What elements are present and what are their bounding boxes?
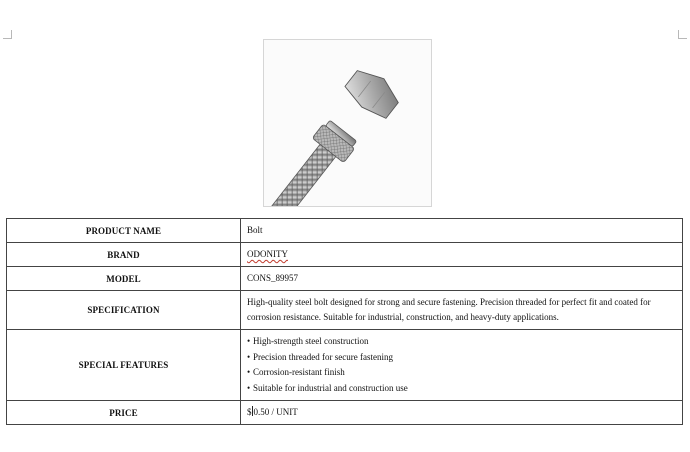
price-value[interactable] — [241, 401, 683, 425]
model-value[interactable]: CONS_89957 — [241, 267, 683, 291]
page-corner-mark-left — [3, 30, 12, 39]
table-row — [7, 267, 683, 291]
special-features-label: SPECIAL FEATURES — [7, 330, 241, 401]
list-item: • High-strength steel construction — [247, 336, 369, 346]
product-photo[interactable] — [263, 39, 432, 207]
model-label: MODEL — [7, 267, 241, 291]
specification-label: SPECIFICATION — [7, 291, 241, 330]
feature-text: Suitable for industrial and construction use — [253, 382, 408, 393]
product-name-label: PRODUCT NAME — [7, 219, 241, 243]
brand-text: ODONITY — [247, 249, 288, 259]
feature-text: Corrosion-resistant finish — [253, 367, 345, 377]
table-row — [7, 401, 683, 425]
page-corner-mark-right — [678, 30, 687, 39]
product-name-value[interactable]: Bolt — [241, 219, 683, 243]
brand-label: BRAND — [7, 243, 241, 267]
feature-text: Precision threaded for secure fastening — [253, 351, 393, 362]
currency-symbol: $ — [247, 407, 252, 417]
product-spec-table — [6, 218, 683, 425]
table-row — [7, 291, 683, 330]
list-item: • Suitable for industrial and construction use — [247, 382, 408, 393]
hex-bolt-with-nut-icon — [264, 40, 431, 206]
table-row — [7, 219, 683, 243]
table-row — [7, 330, 683, 401]
features-list — [247, 334, 676, 396]
list-item: • Corrosion-resistant finish — [247, 367, 345, 377]
price-label: PRICE — [7, 401, 241, 425]
brand-value[interactable] — [241, 243, 683, 267]
specification-value[interactable]: High-quality steel bolt designed for strong and secure fastening. Precision threaded for perfect fit and coated for corrosion resistance. Suitable for industrial, construction, and heavy-duty applications. — [241, 291, 683, 330]
list-item: • Precision threaded for secure fastening — [247, 351, 393, 362]
feature-text: High-strength steel construction — [253, 336, 369, 346]
price-amount: 0.50 / UNIT — [253, 407, 298, 417]
special-features-value[interactable] — [241, 330, 683, 401]
table-row — [7, 243, 683, 267]
